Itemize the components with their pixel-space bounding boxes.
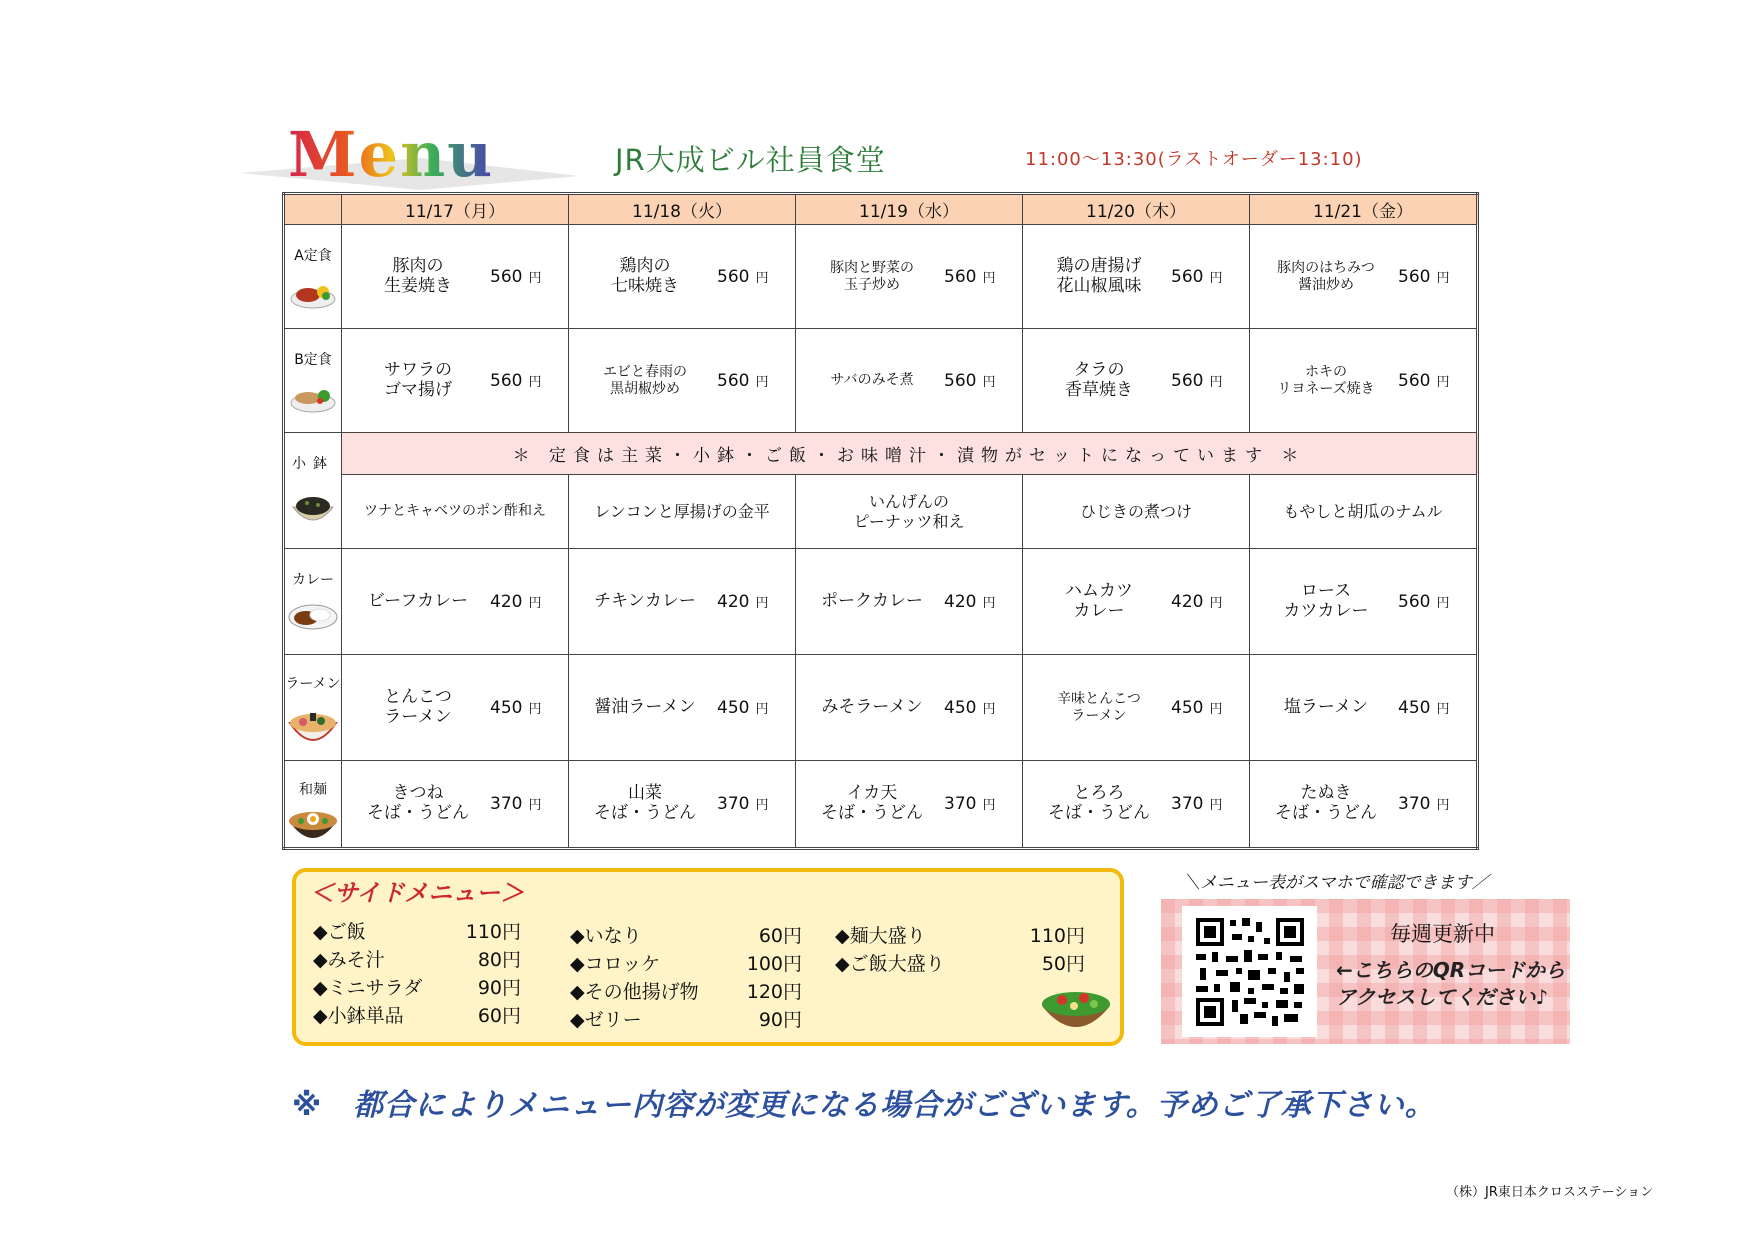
row-kobachi xyxy=(284,475,1478,549)
dish-price: 560 xyxy=(944,370,977,391)
menu-cell xyxy=(569,329,796,433)
dish-price: 450 xyxy=(1171,697,1204,718)
side-item-price: 60円 xyxy=(477,1005,521,1027)
category-label: B定食 xyxy=(294,352,332,368)
row-b-teishoku xyxy=(284,329,1478,433)
row-curry xyxy=(284,549,1478,655)
row-a-teishoku xyxy=(284,225,1478,329)
yen-unit: 円 xyxy=(982,595,996,611)
dish-name: たぬき そば・うどん xyxy=(1275,783,1377,823)
menu-cell xyxy=(1023,549,1250,655)
weekly-menu-table xyxy=(282,192,1479,850)
dish-price: 560 xyxy=(1398,370,1431,391)
category-a xyxy=(284,225,342,329)
yen-unit: 円 xyxy=(528,701,542,717)
yen-unit: 円 xyxy=(755,798,769,813)
yen-unit: 円 xyxy=(755,270,769,286)
small-bowl-icon xyxy=(290,485,336,531)
yen-unit: 円 xyxy=(528,270,542,286)
company-name: （株）JR東日本クロスステーション xyxy=(1446,1185,1654,1200)
dish-price: 370 xyxy=(944,794,977,814)
dish-name: 辛味とんこつ ラーメン xyxy=(1057,691,1141,724)
menu-cell xyxy=(569,761,796,849)
yen-unit: 円 xyxy=(755,595,769,611)
yen-unit: 円 xyxy=(1436,798,1450,813)
menu-cell xyxy=(569,225,796,329)
menu-cell xyxy=(1250,225,1478,329)
side-item-name: ◆その他揚げ物 xyxy=(570,981,699,1003)
yen-unit: 円 xyxy=(1209,595,1223,611)
row-wamen xyxy=(284,761,1478,849)
dish-price: 450 xyxy=(944,697,977,718)
yen-unit: 円 xyxy=(1436,374,1450,390)
side-item-price: 110円 xyxy=(465,921,521,943)
menu-cell xyxy=(342,225,569,329)
dish-price: 560 xyxy=(1398,266,1431,287)
dish-price: 560 xyxy=(490,370,523,391)
menu-cell xyxy=(342,329,569,433)
day-header: 11/19（水） xyxy=(796,194,1023,225)
category-label: 和麺 xyxy=(299,782,327,798)
row-ramen xyxy=(284,655,1478,761)
kobachi-item: もやしと胡瓜のナムル xyxy=(1250,475,1478,549)
dish-price: 370 xyxy=(1171,794,1204,814)
menu-logo xyxy=(240,118,580,193)
dish-name: 豚肉のはちみつ 醤油炒め xyxy=(1277,260,1375,293)
category-label: 小鉢 xyxy=(292,456,334,472)
day-header: 11/21（金） xyxy=(1250,194,1478,225)
category-label: カレー xyxy=(292,572,334,588)
menu-cell xyxy=(796,761,1023,849)
side-item-name: ◆麺大盛り xyxy=(835,925,926,947)
menu-cell xyxy=(796,225,1023,329)
yen-unit: 円 xyxy=(528,374,542,390)
side-item-price: 110円 xyxy=(1029,925,1085,947)
side-menu-column-1 xyxy=(313,918,521,1030)
salad-bowl-icon xyxy=(1038,980,1114,1038)
dish-name: ホキの リヨネーズ焼き xyxy=(1277,364,1375,397)
dish-price: 560 xyxy=(1171,370,1204,391)
menu-cell xyxy=(342,761,569,849)
menu-cell xyxy=(1023,761,1250,849)
disclaimer: ※ 都合によりメニュー内容が変更になる場合がございます。予めご了承下さい。 xyxy=(292,1088,1436,1123)
menu-cell xyxy=(342,655,569,761)
side-menu-item xyxy=(313,946,521,974)
logo-text: Menu xyxy=(288,118,495,191)
dish-price: 370 xyxy=(1398,794,1431,814)
yen-unit: 円 xyxy=(1436,270,1450,286)
dish-price: 420 xyxy=(717,591,750,612)
dish-name: タラの 香草焼き xyxy=(1065,359,1133,400)
yen-unit: 円 xyxy=(528,595,542,611)
set-note-row xyxy=(284,433,1478,475)
side-item-price: 90円 xyxy=(477,977,521,999)
dish-name: 鶏の唐揚げ 花山椒風味 xyxy=(1056,255,1142,296)
yen-unit: 円 xyxy=(1436,701,1450,717)
kobachi-item: ひじきの煮つけ xyxy=(1023,475,1250,549)
menu-cell xyxy=(1250,655,1478,761)
menu-cell xyxy=(1023,655,1250,761)
yen-unit: 円 xyxy=(1436,595,1450,611)
dish-name: エビと春雨の 黒胡椒炒め xyxy=(603,364,687,397)
side-menu-column-3 xyxy=(835,922,1085,978)
category-kobachi xyxy=(284,433,342,549)
menu-cell xyxy=(796,329,1023,433)
dish-price: 370 xyxy=(490,794,523,814)
menu-cell xyxy=(1023,225,1250,329)
category-ramen xyxy=(284,655,342,761)
side-item-name: ◆小鉢単品 xyxy=(313,1005,404,1027)
dish-name: とろろ そば・うどん xyxy=(1048,783,1150,823)
kobachi-item: レンコンと厚揚げの金平 xyxy=(569,475,796,549)
qr-code-icon[interactable] xyxy=(1182,906,1317,1037)
yen-unit: 円 xyxy=(1209,270,1223,286)
menu-cell xyxy=(1250,761,1478,849)
dish-price: 450 xyxy=(717,697,750,718)
side-menu-item xyxy=(835,922,1085,950)
dish-price: 420 xyxy=(490,591,523,612)
side-item-price: 90円 xyxy=(758,1009,802,1031)
category-b xyxy=(284,329,342,433)
side-menu-item xyxy=(313,1002,521,1030)
dish-name: とんこつ ラーメン xyxy=(384,686,452,727)
menu-cell xyxy=(569,655,796,761)
yen-unit: 円 xyxy=(982,701,996,717)
dish-name: サワラの ゴマ揚げ xyxy=(384,359,452,400)
dish-name: きつね そば・うどん xyxy=(367,783,469,823)
menu-cell xyxy=(796,549,1023,655)
side-menu-item xyxy=(570,978,802,1006)
side-item-name: ◆みそ汁 xyxy=(313,949,385,971)
day-header: 11/18（火） xyxy=(569,194,796,225)
soba-bowl-icon xyxy=(287,805,339,847)
side-item-name: ◆ゼリー xyxy=(570,1009,642,1031)
qr-caption: ＼メニュー表がスマホで確認できます／ xyxy=(1183,873,1489,893)
side-menu-item xyxy=(313,918,521,946)
side-menu-item xyxy=(570,1006,802,1034)
yen-unit: 円 xyxy=(1209,701,1223,717)
yen-unit: 円 xyxy=(1209,374,1223,390)
yen-unit: 円 xyxy=(528,798,542,813)
dish-price: 560 xyxy=(717,266,750,287)
curry-plate-icon xyxy=(288,601,338,631)
dish-price: 560 xyxy=(1171,266,1204,287)
dish-name: ポークカレー xyxy=(821,590,923,611)
dish-price: 560 xyxy=(1398,591,1431,612)
dish-price: 560 xyxy=(717,370,750,391)
yen-unit: 円 xyxy=(1209,798,1223,813)
yen-unit: 円 xyxy=(982,798,996,813)
cafe-name: JR大成ビル社員食堂 xyxy=(615,143,886,177)
dish-price: 560 xyxy=(490,266,523,287)
dish-name: ビーフカレー xyxy=(367,590,469,611)
dish-price: 450 xyxy=(490,697,523,718)
category-wamen xyxy=(284,761,342,849)
side-item-price: 60円 xyxy=(758,925,802,947)
kobachi-item: ツナとキャベツのポン酢和え xyxy=(342,475,569,549)
yen-unit: 円 xyxy=(755,374,769,390)
side-item-name: ◆ご飯 xyxy=(313,921,366,943)
side-item-name: ◆コロッケ xyxy=(570,953,661,975)
side-menu-item xyxy=(313,974,521,1002)
qr-title: 毎週更新中 xyxy=(1390,922,1495,946)
ginger-pork-plate-icon xyxy=(290,277,336,309)
side-item-price: 50円 xyxy=(1041,953,1085,975)
dish-name: 豚肉の 生姜焼き xyxy=(384,255,452,296)
side-menu-column-2 xyxy=(570,922,802,1034)
dish-name: 山菜 そば・うどん xyxy=(594,783,696,823)
dish-price: 420 xyxy=(944,591,977,612)
category-label: ラーメン xyxy=(285,676,341,692)
side-item-name: ◆ご飯大盛り xyxy=(835,953,945,975)
table-corner xyxy=(284,194,342,225)
yen-unit: 円 xyxy=(982,270,996,286)
menu-cell xyxy=(1250,329,1478,433)
dish-name: 豚肉と野菜の 玉子炒め xyxy=(830,260,914,293)
dish-price: 560 xyxy=(944,266,977,287)
day-header: 11/20（木） xyxy=(1023,194,1250,225)
side-item-name: ◆いなり xyxy=(570,925,642,947)
business-hours: 11:00～13:30(ラストオーダー13:10) xyxy=(1025,149,1363,170)
dish-price: 420 xyxy=(1171,591,1204,612)
yen-unit: 円 xyxy=(982,374,996,390)
qr-code-frame xyxy=(1182,906,1317,1037)
dish-name: 醤油ラーメン xyxy=(594,696,696,717)
dish-name: 塩ラーメン xyxy=(1283,696,1369,717)
ramen-bowl-icon xyxy=(288,705,338,749)
menu-cell xyxy=(342,549,569,655)
side-item-price: 120円 xyxy=(746,981,802,1003)
side-menu-item xyxy=(570,950,802,978)
kobachi-item: いんげんの ピーナッツ和え xyxy=(796,475,1023,549)
side-menu-item xyxy=(570,922,802,950)
menu-cell xyxy=(569,549,796,655)
dish-name: チキンカレー xyxy=(594,590,696,611)
dish-price: 370 xyxy=(717,794,750,814)
dish-name: イカ天 そば・うどん xyxy=(821,783,923,823)
qr-instruction-line: ←こちらのQRコードから xyxy=(1336,958,1566,982)
set-note: ＊ 定食は主菜・小鉢・ご飯・お味噌汁・漬物がセットになっています ＊ xyxy=(342,433,1478,475)
side-menu-title: ＜サイドメニュー＞ xyxy=(310,879,525,907)
qr-instruction xyxy=(1336,957,1565,1011)
dish-name: ロース カツカレー xyxy=(1283,580,1369,621)
side-item-price: 80円 xyxy=(477,949,521,971)
dish-name: ハムカツ カレー xyxy=(1065,580,1133,621)
side-item-name: ◆ミニサラダ xyxy=(313,977,423,999)
qr-instruction-line: アクセスしてください♪ xyxy=(1336,985,1549,1009)
side-menu-item xyxy=(835,950,1085,978)
dish-price: 450 xyxy=(1398,697,1431,718)
category-curry xyxy=(284,549,342,655)
dish-name: サバのみそ煮 xyxy=(830,372,914,389)
menu-cell xyxy=(796,655,1023,761)
menu-cell xyxy=(1023,329,1250,433)
side-item-price: 100円 xyxy=(746,953,802,975)
category-label: A定食 xyxy=(294,248,332,264)
day-header: 11/17（月） xyxy=(342,194,569,225)
dish-name: みそラーメン xyxy=(821,696,923,717)
fish-plate-icon xyxy=(290,381,336,413)
yen-unit: 円 xyxy=(755,701,769,717)
dish-name: 鶏肉の 七味焼き xyxy=(611,255,679,296)
menu-cell xyxy=(1250,549,1478,655)
